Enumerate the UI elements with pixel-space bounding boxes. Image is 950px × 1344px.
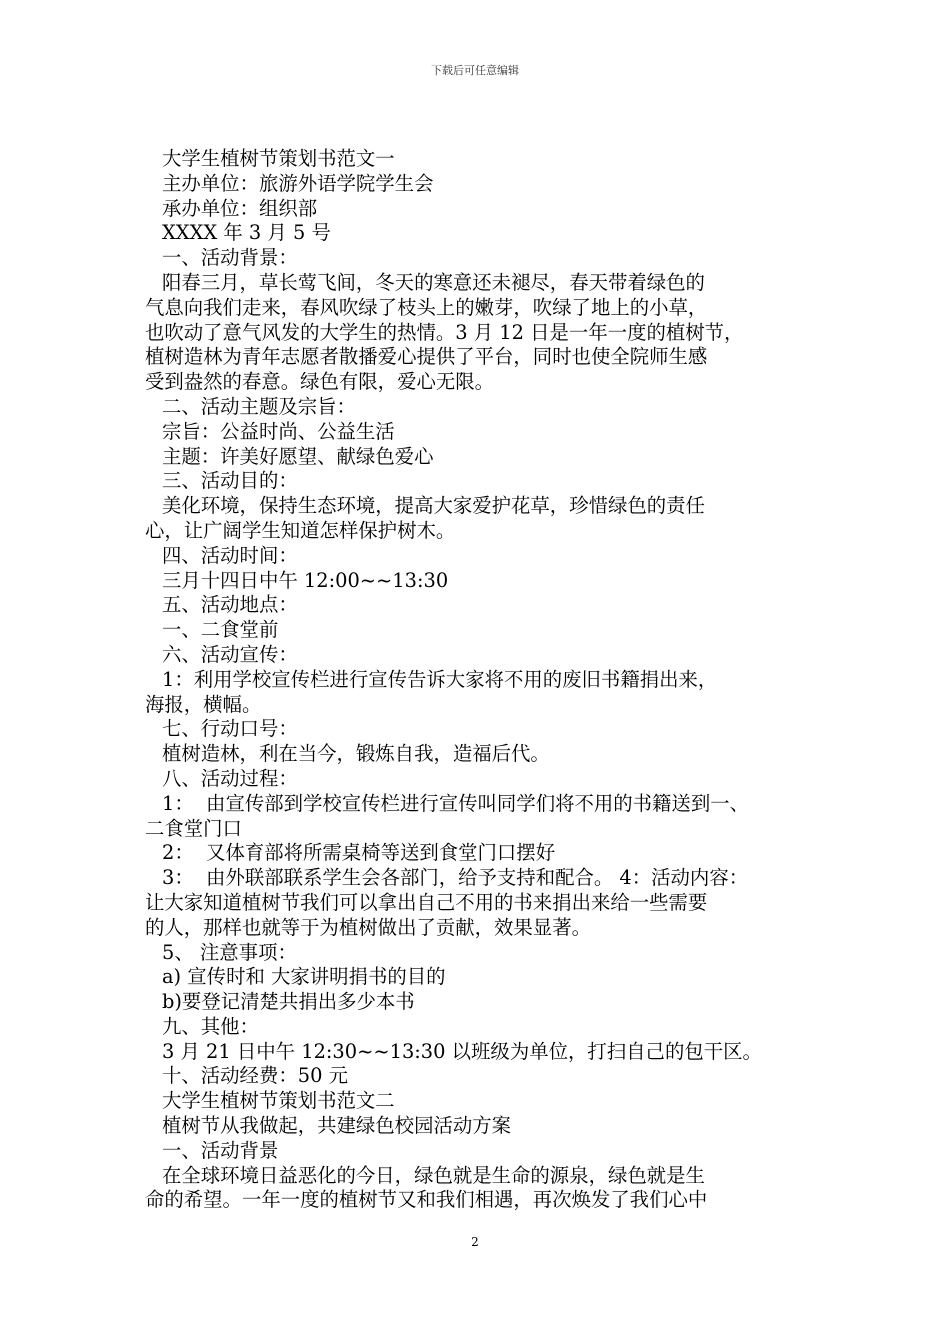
text-line: 二食堂门口 — [145, 816, 242, 840]
text-line: 阳春三月，草长莺飞间，冬天的寒意还未褪尽，春天带着绿色的 — [162, 270, 705, 294]
text-line: 2： 又体育部将所需桌椅等送到食堂门口摆好 — [162, 841, 556, 865]
text-line: 命的希望。一年一度的植树节又和我们相遇，再次焕发了我们心中 — [145, 1188, 708, 1212]
text-line: 大学生植树节策划书范文一 — [162, 147, 395, 170]
text-line: 九、其他： — [162, 1014, 259, 1038]
text-line: 十、活动经费：50 元 — [162, 1064, 348, 1088]
document-body — [145, 147, 825, 1213]
text-line: 海报，横幅。 — [145, 692, 262, 716]
text-line: 也吹动了意气风发的大学生的热情。3 月 12 日是一年一度的植树节， — [145, 320, 744, 344]
text-line: 心，让广阔学生知道怎样保护树木。 — [145, 518, 456, 542]
text-line: 四、活动时间： — [162, 543, 298, 567]
text-line: 承办单位：组织部 — [162, 196, 318, 220]
text-line: 三月十四日中午 12:00~~13:30 — [162, 568, 449, 592]
text-line: 六、活动宣传： — [162, 642, 298, 666]
text-line: a) 宣传时和 大家讲明捐书的目的 — [162, 965, 446, 989]
page-header-note: 下载后可任意编辑 — [431, 64, 519, 77]
text-line: 植树节从我做起，共建绿色校园活动方案 — [162, 1114, 512, 1138]
text-line: 植树造林，利在当今，锻炼自我，造福后代。 — [162, 742, 550, 766]
text-line: 主办单位：旅游外语学院学生会 — [162, 171, 434, 195]
text-line: 一、活动背景： — [162, 246, 298, 270]
text-line: 3： 由外联部联系学生会各部门，给予支持和配合。 4：活动内容： — [162, 866, 749, 890]
text-line: 植树造林为青年志愿者散播爱心提供了平台，同时也使全院师生感 — [145, 345, 708, 369]
text-line: XXXX 年 3 月 5 号 — [162, 221, 331, 245]
text-line: 气息向我们走来，春风吹绿了枝头上的嫩芽，吹绿了地上的小草， — [145, 295, 708, 319]
text-line: 1：利用学校宣传栏进行宣传告诉大家将不用的废旧书籍捐出来， — [162, 667, 718, 691]
text-line: 1： 由宣传部到学校宣传栏进行宣传叫同学们将不用的书籍送到一、 — [162, 791, 749, 815]
text-line: 二、活动主题及宗旨： — [162, 394, 356, 418]
text-line: 的人，那样也就等于为植树做出了贡献，效果显著。 — [145, 915, 591, 939]
text-line: 三、活动目的： — [162, 469, 298, 493]
text-line: 3 月 21 日中午 12:30~~13:30 以班级为单位，打扫自己的包干区。 — [162, 1039, 762, 1063]
text-line: 5、 注意事项： — [162, 940, 297, 964]
text-line: 让大家知道植树节我们可以拿出自己不用的书来捐出来给一些需要 — [145, 890, 708, 914]
text-line: 受到盎然的春意。绿色有限，爱心无限。 — [145, 370, 495, 394]
page-number: 2 — [471, 1235, 479, 1249]
text-line: 主题：许美好愿望、献绿色爱心 — [162, 444, 434, 468]
text-line: 五、活动地点： — [162, 593, 298, 617]
text-line: b)要登记清楚共捐出多少本书 — [162, 990, 415, 1014]
text-line: 一、活动背景 — [162, 1138, 279, 1162]
text-line: 大学生植树节策划书范文二 — [162, 1089, 395, 1113]
text-line: 美化环境，保持生态环境，提高大家爱护花草，珍惜绿色的责任 — [162, 494, 705, 518]
text-line: 一、二食堂前 — [162, 618, 279, 642]
text-line: 宗旨：公益时尚、公益生活 — [162, 419, 395, 443]
text-line: 八、活动过程： — [162, 766, 298, 790]
text-line: 在全球环境日益恶化的今日，绿色就是生命的源泉，绿色就是生 — [162, 1163, 705, 1187]
text-line: 七、行动口号： — [162, 717, 298, 741]
